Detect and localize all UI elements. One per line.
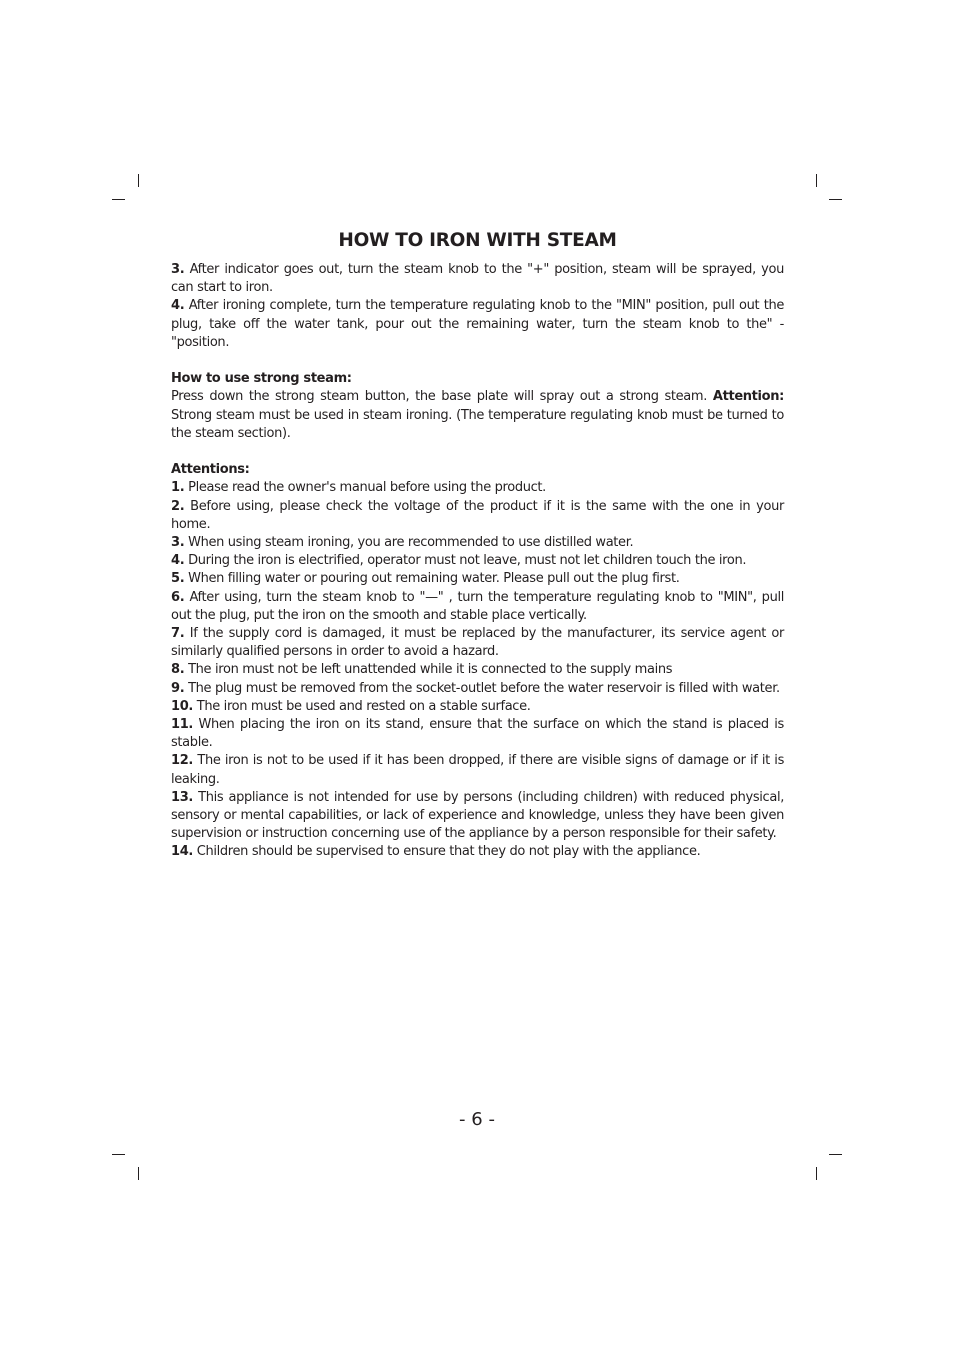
- crop-mark-bottom-right-horizontal: [829, 1154, 842, 1155]
- attention-item-text: The iron must not be left unattended while it is connected to the supply mains: [184, 662, 673, 678]
- attention-number: 7.: [171, 626, 185, 642]
- attention-number: 10.: [171, 698, 193, 714]
- spacer: [171, 352, 784, 370]
- attention-item: [171, 479, 784, 497]
- attention-item: [171, 661, 784, 679]
- strong-steam-text: Press down the strong steam button, the base plate will spray out a strong steam.: [171, 389, 713, 405]
- attention-item-text: During the iron is electrified, operator must not leave, must not let children touch the iron.: [184, 553, 747, 569]
- document-body: [171, 261, 784, 862]
- step-item: [171, 261, 784, 297]
- step-number: 4.: [171, 298, 185, 314]
- attention-item: [171, 498, 784, 534]
- attention-item: [171, 680, 784, 698]
- attention-item: [171, 716, 784, 752]
- crop-mark-top-left-vertical: [138, 174, 139, 187]
- spacer: [171, 443, 784, 461]
- attention-item-text: When placing the iron on its stand, ensure that the surface on which the stand is placed is stable.: [171, 717, 784, 751]
- page-title: HOW TO IRON WITH STEAM: [338, 230, 617, 251]
- step-number: 3.: [171, 262, 185, 277]
- attention-item: [171, 752, 784, 788]
- attentions-heading: Attentions:: [171, 462, 250, 478]
- attention-item: [171, 698, 784, 716]
- attention-item-text: The iron must be used and rested on a stable surface.: [192, 698, 531, 714]
- attention-item-text: Please read the owner's manual before using the product.: [184, 480, 546, 496]
- crop-mark-top-right-horizontal: [829, 199, 842, 200]
- crop-mark-top-left-horizontal: [112, 199, 125, 200]
- crop-mark-top-right-vertical: [816, 174, 817, 187]
- attention-number: 12.: [171, 753, 193, 769]
- attention-number: 6.: [171, 589, 185, 605]
- crop-mark-bottom-left-horizontal: [112, 1154, 125, 1155]
- attention-item: [171, 843, 784, 861]
- attention-number: 5.: [171, 571, 185, 587]
- page-number: - 6 -: [459, 1109, 495, 1130]
- attention-number: 14.: [171, 844, 193, 860]
- attention-number: 11.: [171, 717, 193, 733]
- attention-item-text: After using, turn the steam knob to "—" , turn the temperature regulating knob to "MIN", pull out the plug, put the iron on the smooth and stable place vertically.: [171, 589, 784, 623]
- step-item: [171, 297, 784, 352]
- attention-number: 13.: [171, 789, 193, 805]
- attention-text: Strong steam must be used in steam ironing. (The temperature regulating knob must be turned to the steam section).: [171, 407, 784, 441]
- attention-number: 2.: [171, 498, 185, 514]
- attention-item-text: When filling water or pouring out remaining water. Please pull out the plug first.: [184, 571, 680, 587]
- attention-number: 4.: [171, 553, 185, 569]
- attention-number: 1.: [171, 480, 185, 496]
- attention-item-text: The iron is not to be used if it has been dropped, if there are visible signs of damage or if it is leaking.: [171, 753, 784, 787]
- attention-item: [171, 589, 784, 625]
- attention-number: 8.: [171, 662, 185, 678]
- attention-item-text: Children should be supervised to ensure that they do not play with the appliance.: [192, 844, 701, 860]
- crop-mark-bottom-right-vertical: [816, 1167, 817, 1180]
- crop-mark-bottom-left-vertical: [138, 1167, 139, 1180]
- step-text: After indicator goes out, turn the steam knob to the "+" position, steam will be sprayed, you can start to iron.: [171, 262, 784, 296]
- attention-item: [171, 789, 784, 844]
- attention-item: [171, 570, 784, 588]
- attention-item: [171, 534, 784, 552]
- attention-item-text: The plug must be removed from the socket-outlet before the water reservoir is filled with water.: [184, 680, 780, 696]
- attention-number: 9.: [171, 680, 185, 696]
- attention-item-text: When using steam ironing, you are recommended to use distilled water.: [184, 535, 634, 551]
- attention-item-text: Before using, please check the voltage of the product if it is the same with the one in your home.: [171, 498, 784, 532]
- attention-item-text: This appliance is not intended for use by persons (including children) with reduced physical, sensory or mental capabilities, or lack of experience and knowledge, unless they have been given supervision or instruction concerning use of the appliance by a person responsible for their safety.: [171, 789, 784, 842]
- strong-steam-paragraph: [171, 388, 784, 443]
- step-text: After ironing complete, turn the temperature regulating knob to the "MIN" position, pull out the plug, take off the water tank, pour out the remaining water, turn the steam knob to the" - "position.: [171, 298, 784, 350]
- strong-steam-heading: How to use strong steam:: [171, 371, 352, 387]
- attention-item: [171, 552, 784, 570]
- attention-item: [171, 625, 784, 661]
- attention-label: Attention:: [712, 389, 784, 405]
- attention-number: 3.: [171, 535, 185, 551]
- attention-item-text: If the supply cord is damaged, it must be replaced by the manufacturer, its service agent or similarly qualified persons in order to avoid a hazard.: [171, 626, 784, 660]
